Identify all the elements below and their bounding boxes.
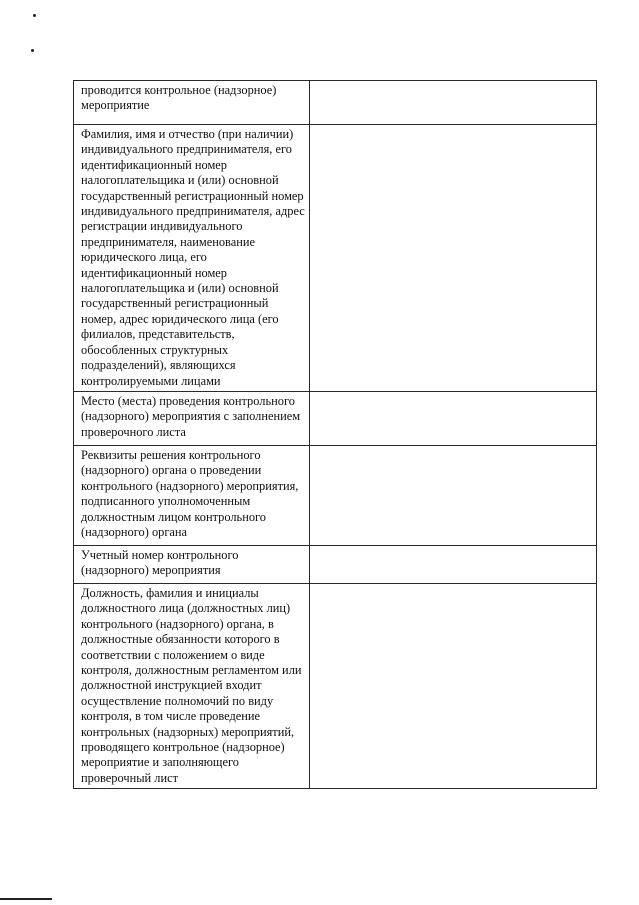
row-value — [310, 545, 597, 583]
row-label: Место (места) проведения контрольного (надзорного) мероприятия с заполнением проверочного листа — [74, 391, 310, 445]
row-label: проводится контрольное (надзорное) мероприятие — [74, 81, 310, 125]
row-value — [310, 81, 597, 125]
table-row — [74, 81, 597, 125]
page-edge-rule — [0, 898, 52, 900]
table-row — [74, 445, 597, 545]
row-value — [310, 125, 597, 392]
table-row — [74, 583, 597, 788]
checklist-info-table — [73, 80, 597, 789]
table-row — [74, 125, 597, 392]
row-label: Учетный номер контрольного (надзорного) мероприятия — [74, 545, 310, 583]
row-label: Фамилия, имя и отчество (при наличии) индивидуального предпринимателя, его идентификационный номер налогоплательщика и (или) основной государственный регистрационный номер индивидуального предпринимателя, адрес регистрации индивидуального предпринимателя, наименование юридического лица, его идентификационный номер налогоплательщика и (или) основной государственный регистрационный номер, адрес юридического лица (его филиалов, представительств, обособленных структурных подразделений), являющихся контролируемыми лицами — [74, 125, 310, 392]
row-label: Реквизиты решения контрольного (надзорного) органа о проведении контрольного (надзорного) мероприятия, подписанного уполномоченным должностным лицом контрольного (надзорного) органа — [74, 445, 310, 545]
bullet-mark — [31, 49, 34, 52]
bullet-mark — [33, 14, 36, 17]
table-row — [74, 545, 597, 583]
row-value — [310, 445, 597, 545]
row-label: Должность, фамилия и инициалы должностного лица (должностных лиц) контрольного (надзорного) органа, в должностные обязанности которого в соответствии с положением о виде контроля, должностным регламентом или должностной инструкцией входит осуществление полномочий по виду контроля, в том числе проведение контрольных (надзорных) мероприятий, проводящего контрольное (надзорное) мероприятие и заполняющего проверочный лист — [74, 583, 310, 788]
row-value — [310, 583, 597, 788]
row-value — [310, 391, 597, 445]
table-row — [74, 391, 597, 445]
